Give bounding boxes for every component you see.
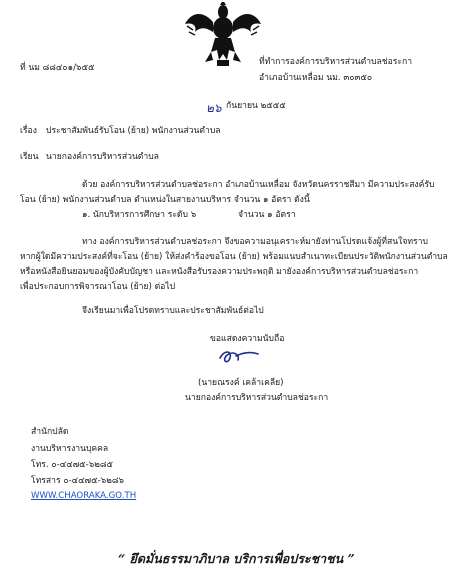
body-para2-line4: เพื่อประกอบการพิจารณาโอน (ย้าย) ต่อไป <box>20 282 176 292</box>
office-address-line2: อำเภอบ้านเหลื่อม นม. ๓๐๓๕๐ <box>259 73 373 83</box>
office-address-line1: ที่ทำการองค์การบริหารส่วนตำบลช่อระกา <box>259 57 413 67</box>
signatory-position: นายกองค์การบริหารส่วนตำบลช่อระกา <box>185 393 329 403</box>
signature-closing: ขอแสดงความนับถือ <box>210 334 285 344</box>
footer-slogan: “ ยึดมั่นธรรมาภิบาล บริการเพื่อประชาชน ” <box>118 551 355 566</box>
body-item1-count: จำนวน ๑ อัตรา <box>238 210 296 220</box>
body-para2-line3: หรือหนังสือยินยอมของผู้บังคับบัญชา และหนังสือรับรองความประพฤติ มายังองค์การบริหารส่วนตำบลช่อระกา <box>20 267 419 277</box>
body-para2-line2: หากผู้ใดมีความประสงค์ที่จะโอน (ย้าย) ให้ส่งคำร้องขอโอน (ย้าย) พร้อมแนบสำเนาทะเบียนประวัติพนักงานส่วนตำบล <box>20 252 448 262</box>
body-item1: ๑. นักบริหารการศึกษา ระดับ ๖ <box>82 210 197 220</box>
body-para2-line1: ทาง องค์การบริหารส่วนตำบลช่อระกา จึงขอความอนุเคราะห์มายังท่านโปรดแจ้งผู้ที่สนใจทราบ <box>82 237 428 247</box>
reference-number: ที่ นม ๘๘๔๐๑/๖๕๕ <box>20 63 95 73</box>
footer-fax: โทรสาร ๐-๔๔๗๕-๖๒๘๖ <box>31 476 124 486</box>
recipient-label: เรียน <box>20 152 39 162</box>
body-para1-line1: ด้วย องค์การบริหารส่วนตำบลช่อระกา อำเภอบ้านเหลื่อม จังหวัดนครราชสีมา มีความประสงค์รับ <box>82 180 435 190</box>
signatory-name: (นายณรงค์ เคล้าเคลีย) <box>198 378 284 388</box>
footer-website-link[interactable]: WWW.CHAORAKA.GO.TH <box>31 491 137 501</box>
footer-section: งานบริหารงานบุคคล <box>31 444 109 454</box>
footer-department: สำนักปลัด <box>31 427 69 437</box>
subject-label: เรื่อง <box>20 126 37 136</box>
closing-request: จึงเรียนมาเพื่อโปรดทราบและประชาสัมพันธ์ต่อไป <box>82 306 264 316</box>
date-day-handwritten: ๒๖ <box>206 101 222 115</box>
date-month-year: กันยายน ๒๕๕๕ <box>226 101 286 111</box>
footer-telephone: โทร. ๐-๔๔๗๕-๖๒๘๕ <box>31 460 114 470</box>
handwritten-signature <box>214 346 262 368</box>
body-para1-line2: โอน (ย้าย) พนักงานส่วนตำบล ตำแหน่งในสายงานบริหาร จำนวน ๑ อัตรา ดังนี้ <box>20 195 310 205</box>
recipient-text: นายกองค์การบริหารส่วนตำบล <box>46 152 159 162</box>
subject-text: ประชาสัมพันธ์รับโอน (ย้าย) พนักงานส่วนตำบล <box>46 126 221 136</box>
garuda-emblem-icon <box>183 2 263 70</box>
